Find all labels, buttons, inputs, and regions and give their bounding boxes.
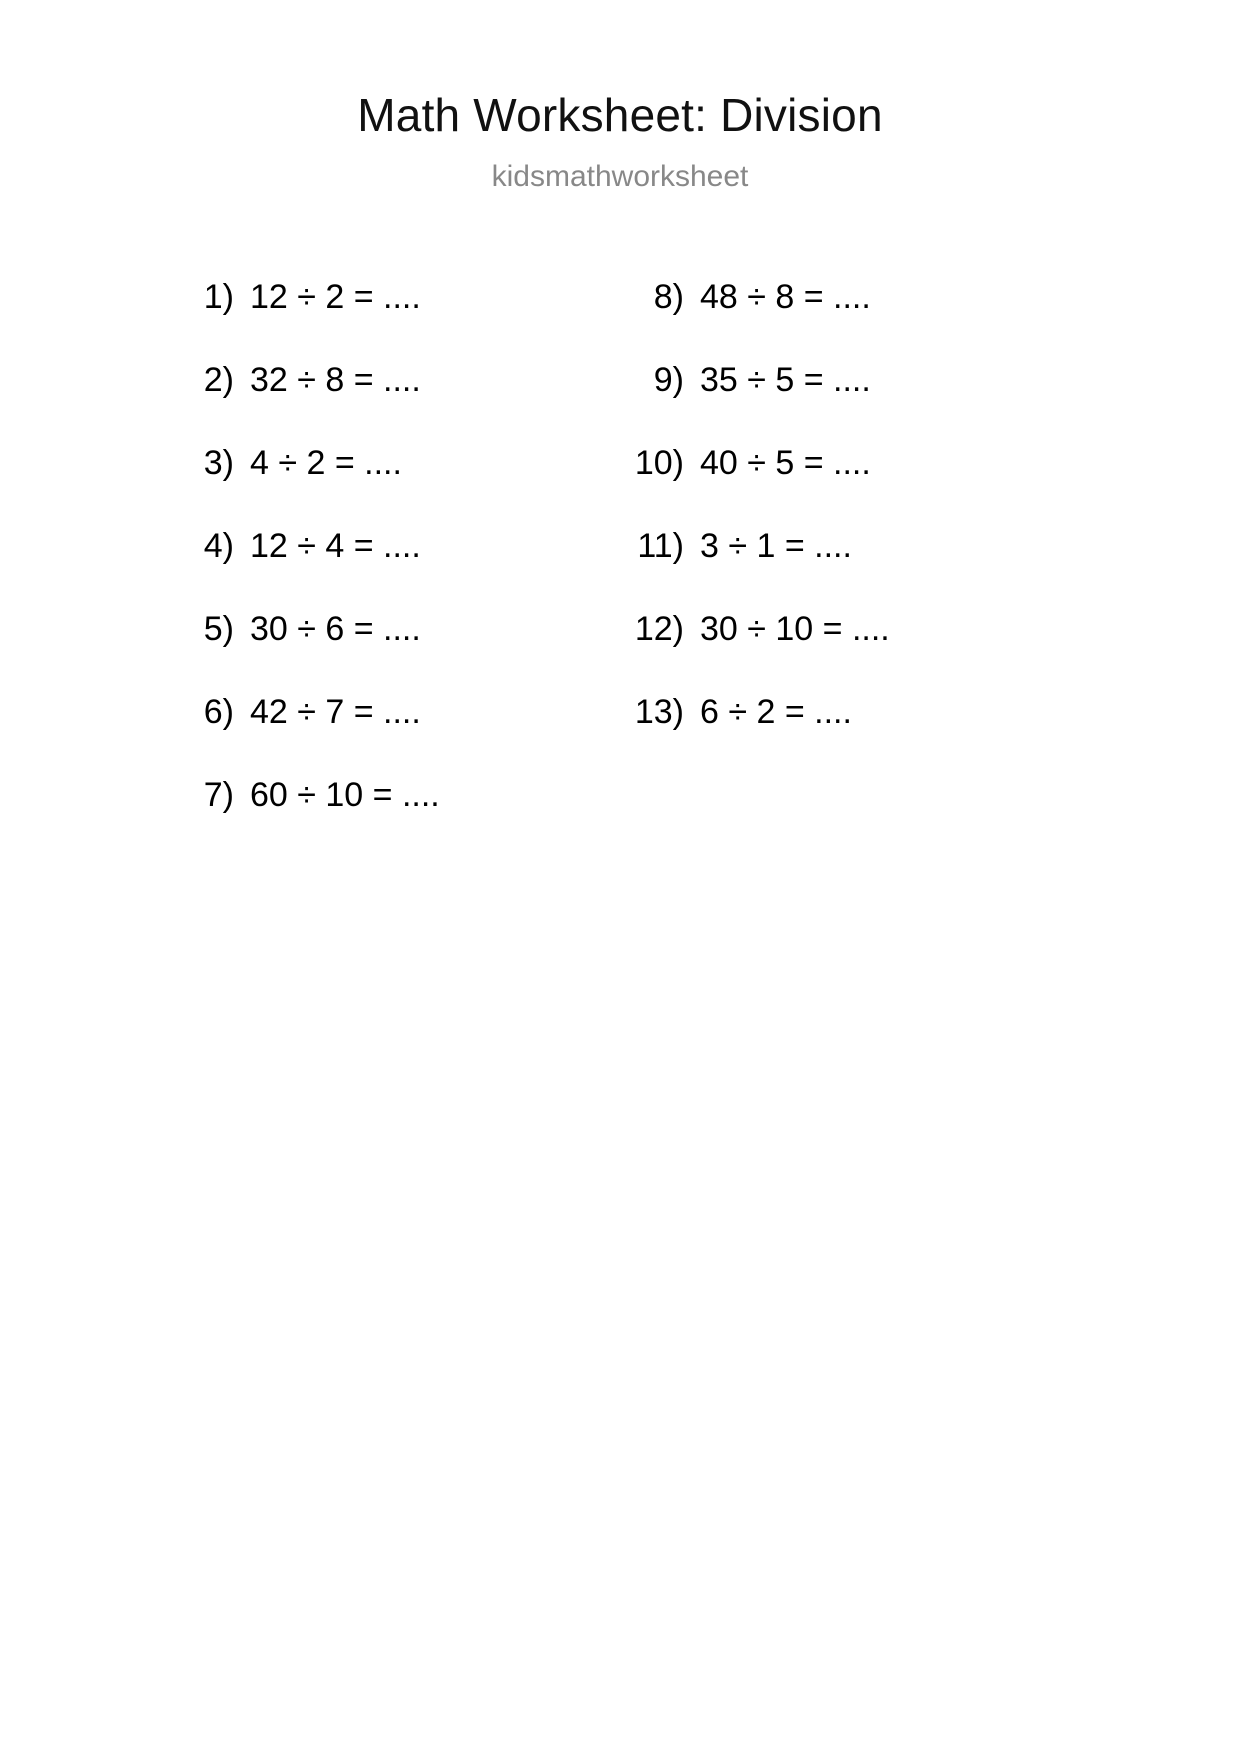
problem-expression: 30 ÷ 10 = .... (700, 610, 890, 648)
problem-expression: 3 ÷ 1 = .... (700, 527, 852, 565)
problem-number: 5) (203, 610, 234, 648)
problem-item (628, 695, 1078, 778)
problem-number: 4) (203, 527, 234, 565)
problem-item (178, 446, 628, 529)
problem-expression: 12 ÷ 4 = .... (250, 527, 421, 565)
problem-item (178, 529, 628, 612)
problem-number: 3) (203, 444, 234, 482)
problem-number: 11) (637, 527, 684, 565)
problem-column-left (178, 280, 628, 861)
problem-item (628, 363, 1078, 446)
problem-expression: 42 ÷ 7 = .... (250, 693, 421, 731)
problem-item (178, 612, 628, 695)
problem-number: 10) (634, 444, 684, 482)
problem-item (178, 363, 628, 446)
page-title: Math Worksheet: Division (357, 89, 883, 141)
problem-number: 9) (653, 361, 684, 399)
problem-expression: 40 ÷ 5 = .... (700, 444, 871, 482)
problem-item (178, 280, 628, 363)
problem-expression: 4 ÷ 2 = .... (250, 444, 402, 482)
problem-expression: 12 ÷ 2 = .... (250, 278, 421, 316)
problem-expression: 32 ÷ 8 = .... (250, 361, 421, 399)
problem-number: 2) (203, 361, 234, 399)
problem-column-right (628, 280, 1078, 861)
problem-expression: 60 ÷ 10 = .... (250, 776, 440, 814)
problem-number: 13) (634, 693, 684, 731)
problem-number: 12) (634, 610, 684, 648)
problem-item (628, 280, 1078, 363)
page-subtitle: kidsmathworksheet (491, 160, 749, 193)
problem-number: 8) (653, 278, 684, 316)
problem-expression: 48 ÷ 8 = .... (700, 278, 871, 316)
problem-expression: 30 ÷ 6 = .... (250, 610, 421, 648)
problem-item (628, 612, 1078, 695)
problem-number: 7) (203, 776, 234, 814)
problem-number: 1) (203, 278, 234, 316)
problem-number: 6) (203, 693, 234, 731)
problem-item (178, 695, 628, 778)
problem-expression: 6 ÷ 2 = .... (700, 693, 852, 731)
problem-item (178, 778, 628, 861)
problem-item (628, 529, 1078, 612)
problem-list (0, 280, 1240, 861)
problem-expression: 35 ÷ 5 = .... (700, 361, 871, 399)
problem-item (628, 446, 1078, 529)
